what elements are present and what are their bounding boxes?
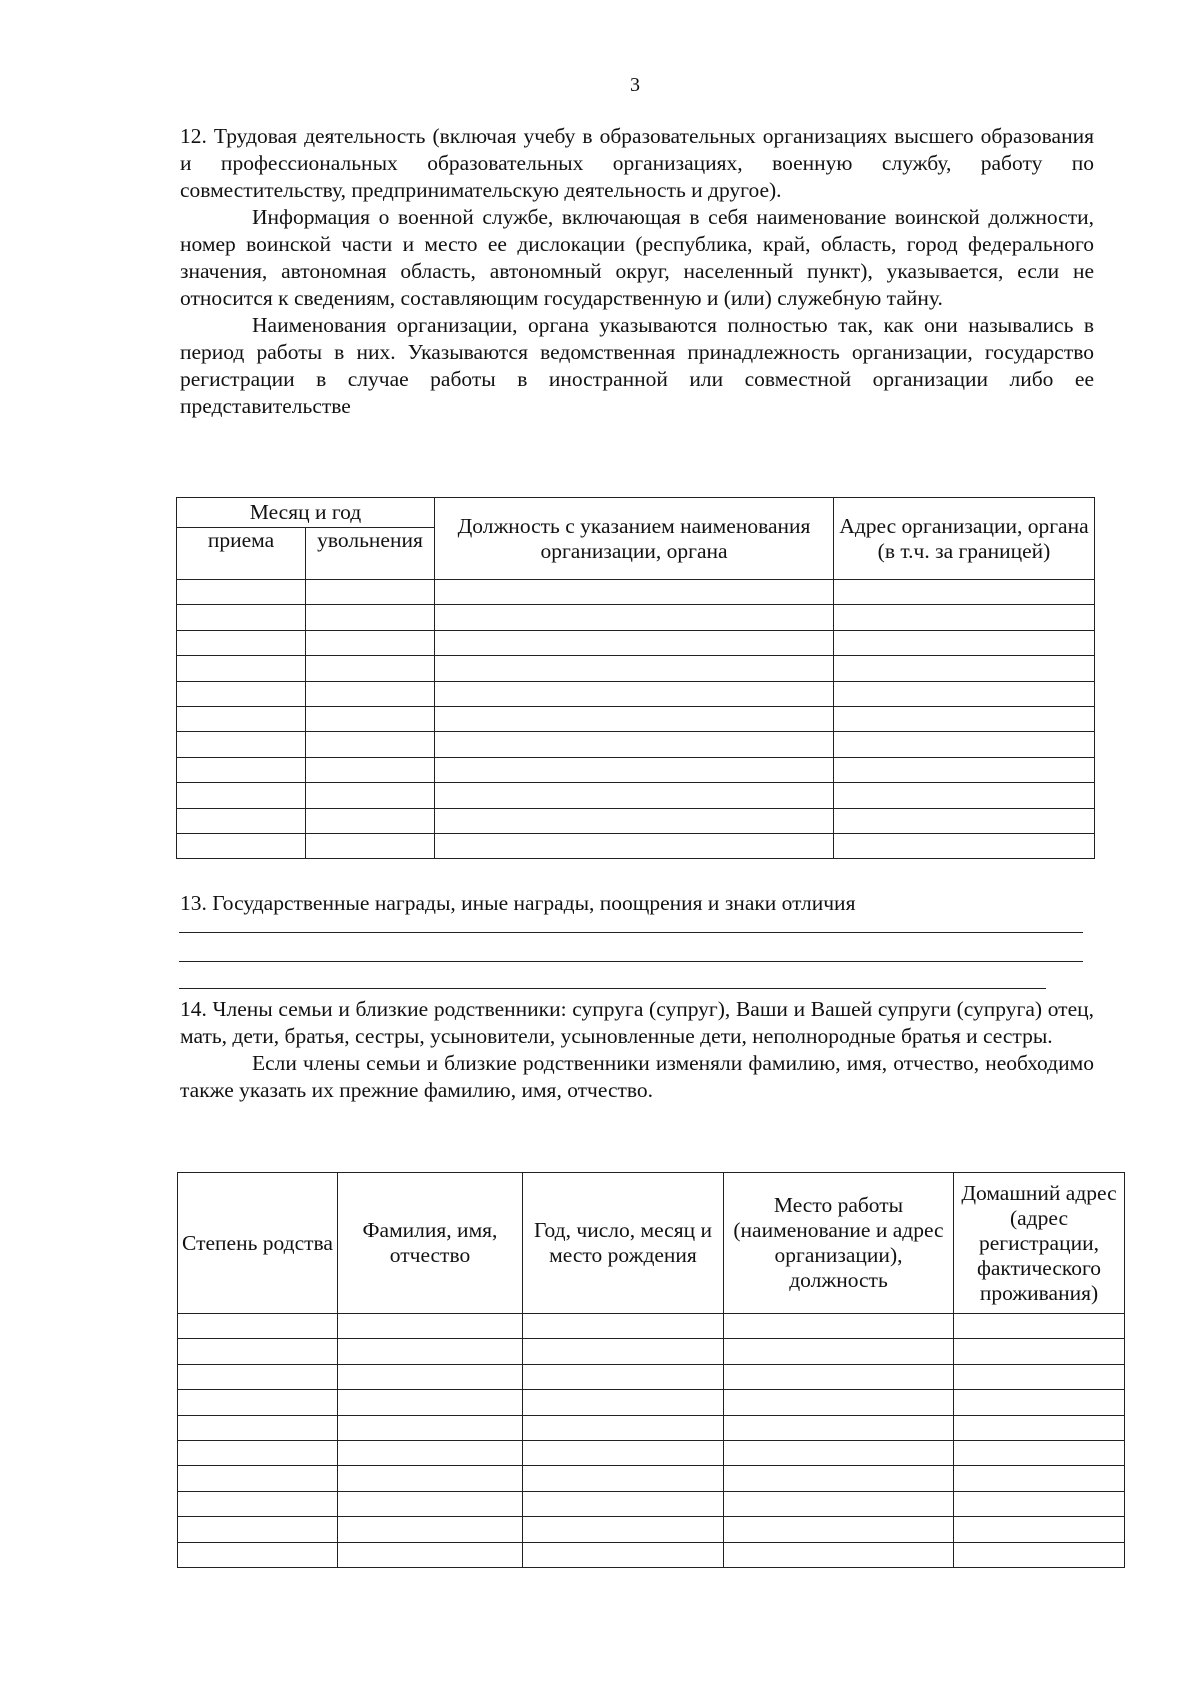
- relative-row: [178, 1542, 1125, 1567]
- table-cell[interactable]: [724, 1364, 954, 1389]
- relative-row: [178, 1466, 1125, 1491]
- table-cell[interactable]: [954, 1491, 1125, 1516]
- table-cell[interactable]: [523, 1491, 724, 1516]
- table-cell[interactable]: [834, 783, 1095, 808]
- table-cell[interactable]: [523, 1314, 724, 1339]
- table-cell[interactable]: [178, 1364, 338, 1389]
- header-home-address: Домашний адрес (адрес регистрации, фактического проживания): [954, 1173, 1125, 1314]
- table-cell[interactable]: [306, 706, 435, 731]
- table-cell[interactable]: [834, 808, 1095, 833]
- section-12-heading: 12. Трудовая деятельность (включая учебу в образовательных организациях высшего образования и профессиональных образовательных организациях, военную службу, работу по совместительству, предпринимательскую деятельность и другое).: [180, 124, 1094, 202]
- table-cell[interactable]: [435, 630, 834, 655]
- header-relationship: Степень родства: [178, 1173, 338, 1314]
- header-address: Адрес организации, органа (в т.ч. за границей): [834, 498, 1095, 580]
- table-cell[interactable]: [178, 1491, 338, 1516]
- employment-row: [177, 630, 1095, 655]
- table-cell[interactable]: [523, 1542, 724, 1567]
- table-cell[interactable]: [954, 1440, 1125, 1465]
- section-14-text: [180, 996, 1094, 1104]
- table-cell[interactable]: [338, 1491, 523, 1516]
- table-cell[interactable]: [338, 1390, 523, 1415]
- table-cell[interactable]: [954, 1314, 1125, 1339]
- table-cell[interactable]: [338, 1440, 523, 1465]
- table-cell[interactable]: [306, 656, 435, 681]
- table-cell[interactable]: [178, 1517, 338, 1542]
- section-12-organization-note: Наименования организации, органа указываются полностью так, как они назывались в период работы в них. Указываются ведомственная принадлежность организации, государство регистрации в случае работы в иностранной или совместной организации либо ее представительстве: [180, 313, 1094, 418]
- table-cell[interactable]: [435, 783, 834, 808]
- table-cell[interactable]: [435, 732, 834, 757]
- table-cell[interactable]: [724, 1390, 954, 1415]
- page-number: 3: [630, 74, 640, 96]
- table-cell[interactable]: [954, 1339, 1125, 1364]
- table-cell[interactable]: [834, 605, 1095, 630]
- table-cell[interactable]: [338, 1517, 523, 1542]
- table-cell[interactable]: [338, 1542, 523, 1567]
- table-cell[interactable]: [177, 580, 306, 605]
- table-cell[interactable]: [834, 681, 1095, 706]
- table-cell[interactable]: [178, 1542, 338, 1567]
- header-hire: приема: [177, 528, 306, 580]
- table-cell[interactable]: [523, 1440, 724, 1465]
- employment-row: [177, 833, 1095, 858]
- table-cell[interactable]: [954, 1466, 1125, 1491]
- table-cell[interactable]: [338, 1339, 523, 1364]
- table-cell[interactable]: [177, 732, 306, 757]
- table-cell[interactable]: [724, 1491, 954, 1516]
- relative-row: [178, 1390, 1125, 1415]
- table-cell[interactable]: [954, 1390, 1125, 1415]
- section-14-name-change-note: Если члены семьи и близкие родственники изменяли фамилию, имя, отчество, необходимо также указать их прежние фамилию, имя, отчество.: [180, 1051, 1094, 1102]
- relative-row: [178, 1491, 1125, 1516]
- table-cell[interactable]: [724, 1466, 954, 1491]
- section-12-text: [180, 123, 1094, 420]
- table-cell[interactable]: [178, 1390, 338, 1415]
- employment-row: [177, 656, 1095, 681]
- table-cell[interactable]: [177, 706, 306, 731]
- table-cell[interactable]: [724, 1440, 954, 1465]
- table-cell[interactable]: [177, 808, 306, 833]
- section-14-heading: 14. Члены семьи и близкие родственники: супруга (супруг), Ваши и Вашей супруги (супруга) отец, мать, дети, братья, сестры, усыновители, усыновленные дети, неполнородные братья и сестры.: [180, 997, 1094, 1048]
- employment-row: [177, 808, 1095, 833]
- table-cell[interactable]: [177, 757, 306, 782]
- table-cell[interactable]: [178, 1339, 338, 1364]
- table-cell[interactable]: [435, 706, 834, 731]
- relative-row: [178, 1364, 1125, 1389]
- table-cell[interactable]: [834, 757, 1095, 782]
- employment-row: [177, 706, 1095, 731]
- header-full-name: Фамилия, имя, отчество: [338, 1173, 523, 1314]
- table-cell[interactable]: [523, 1517, 724, 1542]
- table-cell[interactable]: [954, 1364, 1125, 1389]
- table-cell[interactable]: [435, 656, 834, 681]
- section-13-title: 13. Государственные награды, иные награды, поощрения и знаки отличия: [180, 891, 856, 915]
- table-cell[interactable]: [177, 681, 306, 706]
- awards-fill-line[interactable]: [179, 988, 1046, 989]
- relative-row: [178, 1314, 1125, 1339]
- table-cell[interactable]: [435, 681, 834, 706]
- table-cell[interactable]: [724, 1415, 954, 1440]
- table-cell[interactable]: [724, 1517, 954, 1542]
- table-cell[interactable]: [954, 1517, 1125, 1542]
- table-cell[interactable]: [954, 1542, 1125, 1567]
- table-cell[interactable]: [178, 1314, 338, 1339]
- table-cell[interactable]: [338, 1364, 523, 1389]
- section-12-military-note: Информация о военной службе, включающая в себя наименование воинской должности, номер воинской части и место ее дислокации (республика, край, область, город федерального значения, автономная область, автономный округ, населенный пункт), указывается, если не относится к сведениям, составляющим государственную и (или) служебную тайну.: [180, 205, 1094, 310]
- table-cell[interactable]: [834, 833, 1095, 858]
- table-cell[interactable]: [306, 732, 435, 757]
- table-cell[interactable]: [306, 783, 435, 808]
- table-cell[interactable]: [178, 1440, 338, 1465]
- table-cell[interactable]: [954, 1415, 1125, 1440]
- table-cell[interactable]: [338, 1466, 523, 1491]
- header-dismissal: увольнения: [306, 528, 435, 580]
- relatives-table: [177, 1172, 1125, 1568]
- table-cell[interactable]: [178, 1415, 338, 1440]
- table-cell[interactable]: [306, 580, 435, 605]
- table-cell[interactable]: [306, 630, 435, 655]
- table-cell[interactable]: [435, 808, 834, 833]
- table-cell[interactable]: [306, 605, 435, 630]
- table-cell[interactable]: [177, 783, 306, 808]
- employment-row: [177, 783, 1095, 808]
- table-cell[interactable]: [177, 630, 306, 655]
- table-cell[interactable]: [306, 757, 435, 782]
- employment-row: [177, 605, 1095, 630]
- table-cell[interactable]: [523, 1466, 724, 1491]
- table-cell[interactable]: [724, 1314, 954, 1339]
- awards-fill-line[interactable]: [179, 961, 1083, 962]
- table-cell[interactable]: [306, 808, 435, 833]
- table-cell[interactable]: [834, 656, 1095, 681]
- header-workplace: Место работы (наименование и адрес организации), должность: [724, 1173, 954, 1314]
- relative-row: [178, 1440, 1125, 1465]
- table-cell[interactable]: [834, 630, 1095, 655]
- employment-table: [176, 497, 1095, 859]
- table-cell[interactable]: [523, 1364, 724, 1389]
- header-month-year: Месяц и год: [177, 498, 435, 528]
- table-cell[interactable]: [523, 1339, 724, 1364]
- table-cell[interactable]: [834, 706, 1095, 731]
- table-cell[interactable]: [177, 656, 306, 681]
- table-cell[interactable]: [523, 1415, 724, 1440]
- table-cell[interactable]: [523, 1390, 724, 1415]
- table-cell[interactable]: [338, 1415, 523, 1440]
- table-cell[interactable]: [435, 833, 834, 858]
- table-cell[interactable]: [306, 681, 435, 706]
- employment-row: [177, 580, 1095, 605]
- table-cell[interactable]: [177, 833, 306, 858]
- table-cell[interactable]: [178, 1466, 338, 1491]
- table-cell[interactable]: [338, 1314, 523, 1339]
- header-position: Должность с указанием наименования организации, органа: [435, 498, 834, 580]
- table-cell[interactable]: [177, 605, 306, 630]
- employment-row: [177, 732, 1095, 757]
- awards-fill-line[interactable]: [179, 932, 1083, 933]
- table-cell[interactable]: [435, 580, 834, 605]
- table-cell[interactable]: [834, 732, 1095, 757]
- table-cell[interactable]: [724, 1542, 954, 1567]
- table-cell[interactable]: [724, 1339, 954, 1364]
- relative-row: [178, 1517, 1125, 1542]
- table-cell[interactable]: [435, 757, 834, 782]
- employment-row: [177, 757, 1095, 782]
- employment-row: [177, 681, 1095, 706]
- table-cell[interactable]: [435, 605, 834, 630]
- relative-row: [178, 1415, 1125, 1440]
- relative-row: [178, 1339, 1125, 1364]
- header-birth-info: Год, число, месяц и место рождения: [523, 1173, 724, 1314]
- table-cell[interactable]: [306, 833, 435, 858]
- table-cell[interactable]: [834, 580, 1095, 605]
